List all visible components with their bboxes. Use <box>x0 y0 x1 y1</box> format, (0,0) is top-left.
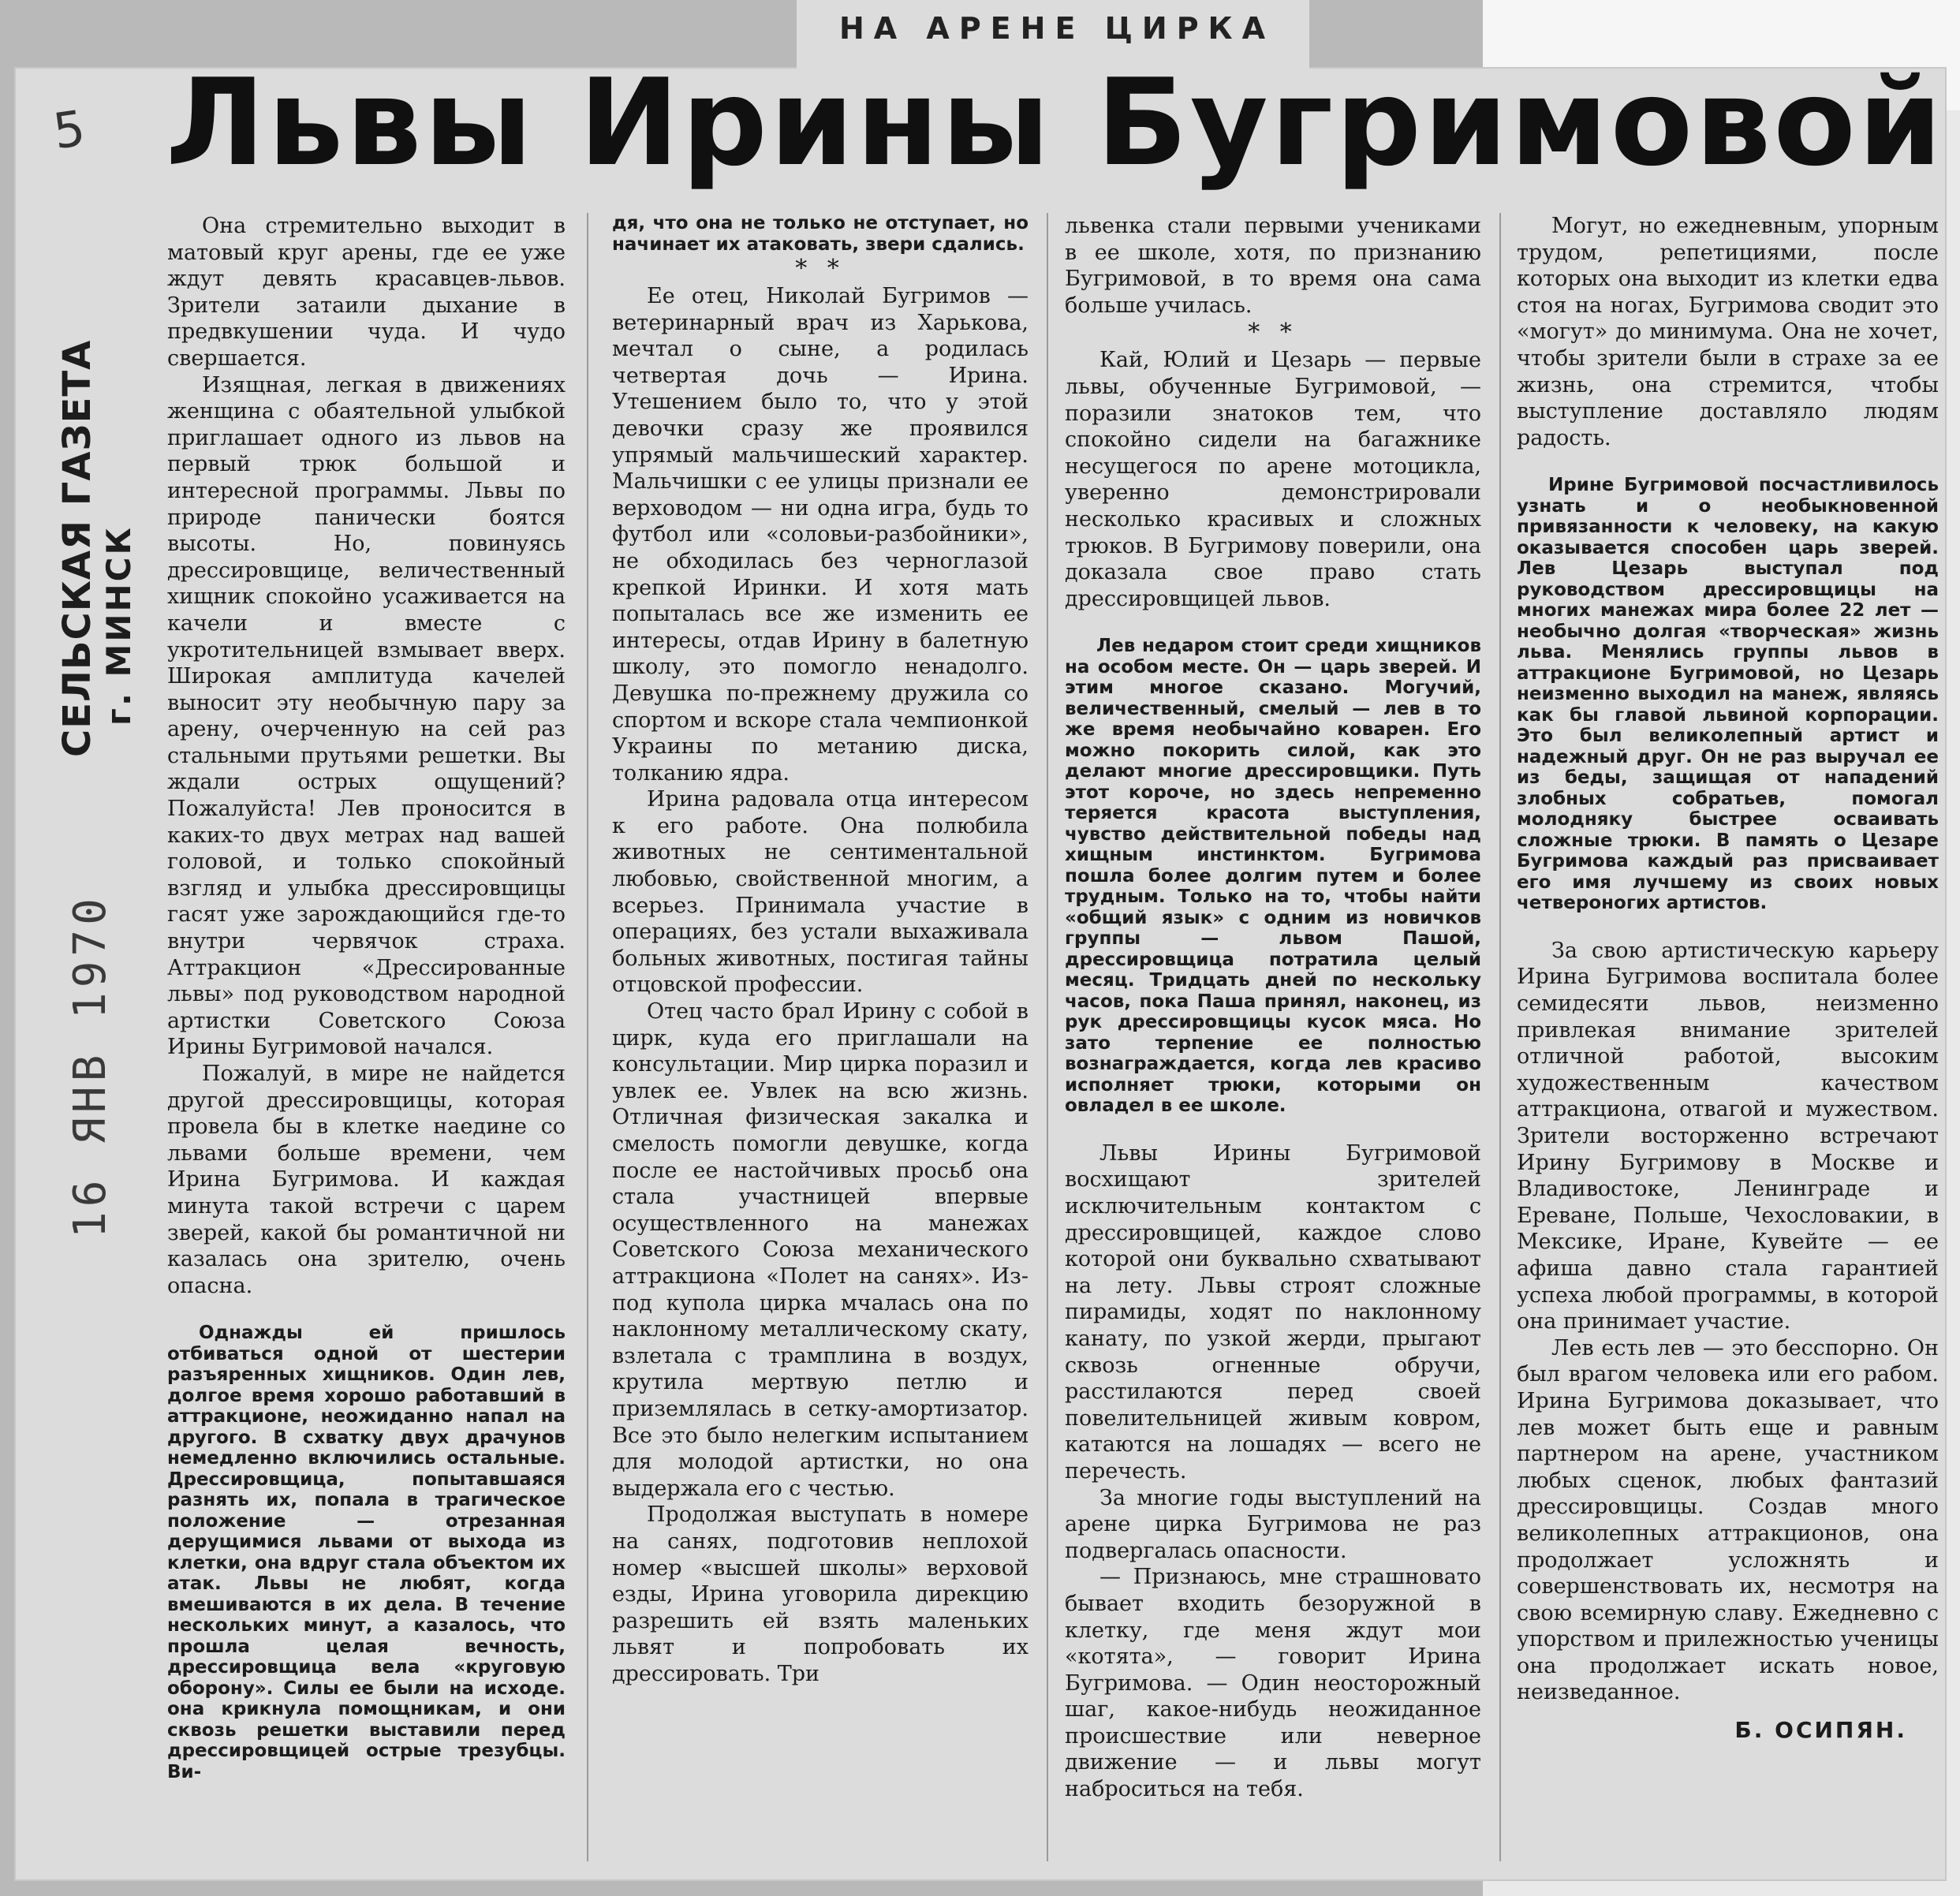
article-paragraph: Львы Ирины Бугримовой восхищают зрителей исключительным контактом с дрессировщицей, каждое слово которой они буквально схватывают на лету. Львы строят сложные пирамиды, ходят по наклонному канату, по узкой жерди, прыгают сквозь огненные обручи, расстилаются перед своей повелительницей живым ковром, катаются на лошадях — всего не перечесть. <box>1065 1140 1481 1484</box>
article-paragraph: львенка стали первыми учениками в ее школе, хотя, по признанию Бугримовой, в то время она сама больше училась. <box>1065 214 1481 318</box>
article-paragraph: Ирина радовала отца интересом к его работе. Она полюбила животных не сентиментальной любовью, свойственной многим, а всерьез. Принимала участие в операциях, без устали выхаживала больных животных, постигая тайны отцовской профессии. <box>612 787 1029 998</box>
article-paragraph: За многие годы выступлений на арене цирка Бугримова не раз подвергалась опасности. <box>1065 1485 1481 1563</box>
source-city: г. МИНСК <box>99 525 138 726</box>
article-paragraph: дя, что она не только не отступает, но начинает их атаковать, звери сдались. <box>612 213 1029 255</box>
column-rule <box>587 213 588 1861</box>
article-paragraph: Она стремительно выходит в матовый круг арены, где ее уже ждут девять красавцев-львов. Зрители затаили дыхание в предвкушении чуда. И чудо свершается. <box>167 214 566 371</box>
article-paragraph: Ирине Бугримовой посчастливилось узнать и о необыкновенной привязанности к человеку, на какую оказывается способен царь зверей. Лев Цезарь выступал под руководством дрессировщицы на многих манежах мира более 22 лет — необычно долгая «творческая» жизнь льва. Менялись группы львов в аттракционе Бугримовой, но Цезарь неизменно выходил на манеж, являясь как бы главой львиной корпорации. Это был великолепный артист и надежный друг. Он не раз выручал ее из беды, защищая от нападений злобных собратьев, помогал молодняку быстрее осваивать сложные трюки. В память о Цезаре Бугримова каждый раз присваивает его имя лучшему из своих новых четвероногих артистов. <box>1517 475 1939 914</box>
article-paragraph: Отец часто брал Ирину с собой в цирк, куда его приглашали на консультации. Мир цирка поразил и увлек ее. Увлек на всю жизнь. Отличная физическая закалка и смелость помогли девушке, когда после ее настойчивых просьб она стала участницей впервые осуществленного на манежах Советского Союза механического аттракциона «Полет на санях». Из-под купола цирка мчалась она по наклонному металлическому скату, взлетала с трамплина в воздух, крутила мертвую петлю и приземлялась в сетку-амортизатор. Все это было нелегким испытанием для молодой артистки, но она выдержала его с честью. <box>612 999 1029 1501</box>
article-paragraph: Лев недаром стоит среди хищников на особом месте. Он — царь зверей. И этим многое сказано. Могучий, величественный, смелый — лев в то же время необычайно коварен. Его можно покорить силой, как это делают многие дрессировщики. Путь этот короче, но здесь непременно теряется красота выступления, чувство действительной победы над хищным инстинктом. Бугримова пошла более долгим путем и более трудным. Только на то, чтобы найти «общий язык» с одним из новичков группы — львом Пашой, дрессировщица потратила целый месяц. Тридцать дней по нескольку часов, пока Паша принял, наконец, из рук дрессировщицы кусок мяса. Но зато терпение ее полностью вознаграждается, когда лев красиво исполняет трюки, которыми он овладел в ее школе. <box>1065 636 1481 1117</box>
article-paragraph: — Признаюсь, мне страшновато бывает входить безоружной в клетку, где меня ждут мои «котята», — говорит Ирина Бугримова. — Один неосторожный шаг, какое-нибудь неожиданное происшествие или неверное движение — и львы могут наброситься на тебя. <box>1065 1565 1481 1802</box>
article-paragraph: Однажды ей пришлось отбиваться одной от шестерии разъяренных хищников. Один лев, долгое время хорошо работавший в аттракционе, неожиданно напал на другого. В схватку двух драчунов немедленно включились остальные. Дрессировщица, попытавшаяся разнять их, попала в трагическое положение — отрезанная дерущимися львами от выхода из клетки, она вдруг стала объектом их атак. Львы не любят, когда вмешиваются в их дела. В течение нескольких минут, а казалось, что прошла целая вечность, дрессировщица вела «круговую оборону». Силы ее были на исходе. она крикнула помощникам, и они сквозь решетки выставили перед дрессировщицей острые трезубцы. Ви- <box>167 1323 566 1782</box>
author-signature: Б. ОСИПЯН. <box>1734 1717 1907 1744</box>
section-rubric: НА АРЕНЕ ЦИРКА <box>838 11 1275 46</box>
date-stamp: 16 ЯНВ 1970 <box>65 894 116 1238</box>
handwritten-number: 5 <box>50 99 89 161</box>
article-column-3 <box>1065 213 1481 1877</box>
article-paragraph: Могут, но ежедневным, упорным трудом, репетициями, после которых она выходит из клетки едва стоя на ногах, Бугримова сводит это «могут» до минимума. Она не хочет, чтобы зрители были в страхе за ее жизнь, она стремится, чтобы выступление доставляло людям радость. <box>1517 214 1939 450</box>
section-separator: * * <box>1248 319 1298 347</box>
article-paragraph: Кай, Юлий и Цезарь — первые львы, обученные Бугримовой, — поразили знатоков тем, что спокойно сидели на багажнике несущегося по арене мотоцикла, уверенно демонстрировали несколько красивых и сложных трюков. В Бугримову поверили, она доказала свое право стать дрессировщицей львов. <box>1065 348 1481 611</box>
column-rule <box>1047 213 1048 1861</box>
section-separator: * * <box>795 255 846 282</box>
article-paragraph: Изящная, легкая в движениях женщина с обаятельной улыбкой приглашает одного из львов на первый трюк большой и интересной программы. Львы по природе панически боятся высоты. Но, повинуясь дрессировщице, величественный хищник спокойно усаживается на качели и вместе с укротительницей взмывает вверх. Широкая амплитуда качелей выносит эту необычную пару за арену, очерченную на сей раз стальными прутьями решетки. Вы ждали острых ощущений? Пожалуйста! Лев проносится в каких-то двух метрах над вашей головой, и только спокойный взгляд и улыбка дрессировщицы гасят уже зарождающийся где-то внутри червячок страха. Аттракцион «Дрессированные львы» под руководством народной артистки Советского Союза Ирины Бугримовой начался. <box>167 372 566 1060</box>
source-stamp <box>55 340 138 757</box>
article-column-1 <box>167 213 566 1877</box>
article-paragraph: Продолжая выступать в номере на санях, подготовив неплохой номер «высшей школы» верховой езды, Ирина уговорила дирекцию разрешить ей взять маленьких львят и попробовать их дрессировать. Три <box>612 1502 1029 1686</box>
article-paragraph: Ее отец, Николай Бугримов —ветеринарный врач из Харькова, мечтал о сыне, а родилась четвертая дочь — Ирина. Утешением было то, что у этой девочки сразу же проявился упрямый мальчишеский характер. Мальчишки с ее улицы признали ее верховодом — ни одна игра, будь то футбол или «соловьи-разбойники», не обходилась без черноглазой крепкой Иринки. И хотя мать попыталась все же изменить ее интересы, отдав Ирину в балетную школу, это помогло ненадолго. Девушка по-прежнему дружила со спортом и вскоре стала чемпионкой Украины по метанию диска, толканию ядра. <box>612 284 1029 786</box>
article-column-4 <box>1517 213 1939 1877</box>
column-rule <box>1499 213 1501 1861</box>
article-column-2 <box>612 213 1029 1877</box>
article-paragraph: Пожалуй, в мире не найдется другой дрессировщицы, которая провела бы в клетке наедине со львами больше времени, чем Ирина Бугримова. И каждая минута такой встречи с царем зверей, какой бы романтичной ни казалась она зрителю, очень опасна. <box>167 1062 566 1298</box>
article-headline: Львы Ирины Бугримовой <box>166 53 1945 192</box>
article-paragraph: Лев есть лев — это бесспорно. Он был врагом человека или его рабом. Ирина Бугримова доказывает, что лев может быть еще и равным партнером на арене, участником любых сценок, любых фантазий дрессировщицы. Создав много великолепных аттракционов, она продолжает усложнять и совершенствовать их, несмотря на свою всемирную славу. Ежедневно с упорством и прилежностью ученицы она продолжает искать новое, неизведанное. <box>1517 1335 1939 1705</box>
source-paper-name: СЕЛЬСКАЯ ГАЗЕТА <box>55 339 99 757</box>
article-paragraph: За свою артистическую карьеру Ирина Бугримова воспитала более семидесяти львов, неизменно привлекая внимание зрителей отличной работой, высоким художественным качеством аттракциона, отвагой и мужеством. Зрители восторженно встречают Ирину Бугримову в Москве и Владивостоке, Ленинграде и Ереване, Польше, Чехословакии, в Мексике, Иране, Кувейте — ее афиша давно стала гарантией успеха любой программы, в которой она принимает участие. <box>1517 938 1939 1334</box>
